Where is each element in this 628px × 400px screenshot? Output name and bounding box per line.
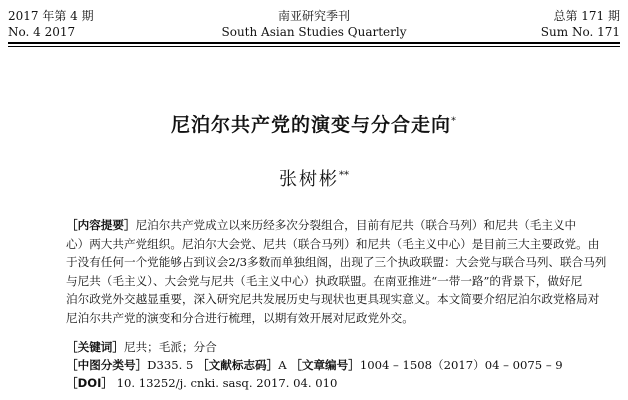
doi-value: 10. 13252/j. cnki. sasq. 2017. 04. 010 — [116, 376, 338, 390]
article-number-label: ［文章编号］ — [290, 358, 360, 372]
article-title — [0, 110, 628, 137]
abstract-line: 尼泊尔共产党的演变和分合进行梳理，以期有效开展对尼政党外交。 — [66, 310, 414, 325]
article-author — [0, 165, 628, 191]
abstract-text: 尼泊尔共产党成立以来历经多次分裂组合，目前有尼共（联合马列）和尼共（毛主义中 — [135, 218, 577, 232]
doi-label: ［DOI］ — [66, 376, 113, 390]
author-name: 张树彬 — [279, 169, 339, 190]
journal-name-cn: 南亚研究季刊 — [277, 9, 350, 23]
clc-value: D335. 5 — [147, 358, 194, 372]
total-issue — [541, 8, 620, 40]
title-footnote-mark: * — [451, 115, 457, 127]
article-number-value: 1004 – 1508（2017）04 – 0075 – 9 — [359, 358, 563, 372]
abstract-line: 与尼共（毛主义）、大会党与尼共（毛主义中心）执政联盟。在南亚推进“一带一路”的背景下，做好尼 — [66, 273, 583, 288]
keywords-label: ［关键词］ — [66, 340, 124, 354]
doi-line — [66, 374, 614, 392]
abstract — [66, 216, 614, 328]
abstract-line: 于没有任何一个党能够占到议会2/3多数而单独组阁，出现了三个执政联盟：大会党与联合马列、联合马列 — [66, 255, 607, 270]
issue-cn: 2017 年第 4 期 — [8, 9, 94, 23]
journal-name — [8, 8, 620, 40]
doc-code-value: A — [278, 358, 287, 372]
total-issue-en: Sum No. 171 — [540, 25, 620, 39]
abstract-line: 泊尔政党外交越显重要，深入研究尼共发展历史与现状也更具现实意义。本文简要介绍尼泊尔政党格局对 — [66, 292, 600, 307]
journal-header — [8, 8, 620, 42]
journal-name-en: South Asian Studies Quarterly — [221, 25, 407, 39]
classification-line — [66, 356, 614, 374]
doc-code-label: ［文献标志码］ — [197, 358, 279, 372]
header-rule-thick — [8, 42, 620, 44]
abstract-label: ［内容提要］ — [66, 218, 136, 232]
abstract-line: 心）两大共产党组织。尼泊尔大会党、尼共（联合马列）和尼共（毛主义中心）是目前三大主要政党。由 — [66, 236, 600, 251]
header-rule-thin — [8, 46, 620, 47]
author-footnote-mark: ** — [339, 170, 349, 181]
total-issue-cn: 总第 171 期 — [553, 9, 620, 23]
clc-label: ［中图分类号］ — [66, 358, 148, 372]
keywords — [66, 338, 614, 356]
article-title-text: 尼泊尔共产党的演变与分合走向 — [170, 114, 451, 136]
abstract-line — [66, 216, 614, 235]
keywords-text: 尼共；毛派；分合 — [123, 340, 217, 354]
issue-en: No. 4 2017 — [8, 25, 76, 39]
